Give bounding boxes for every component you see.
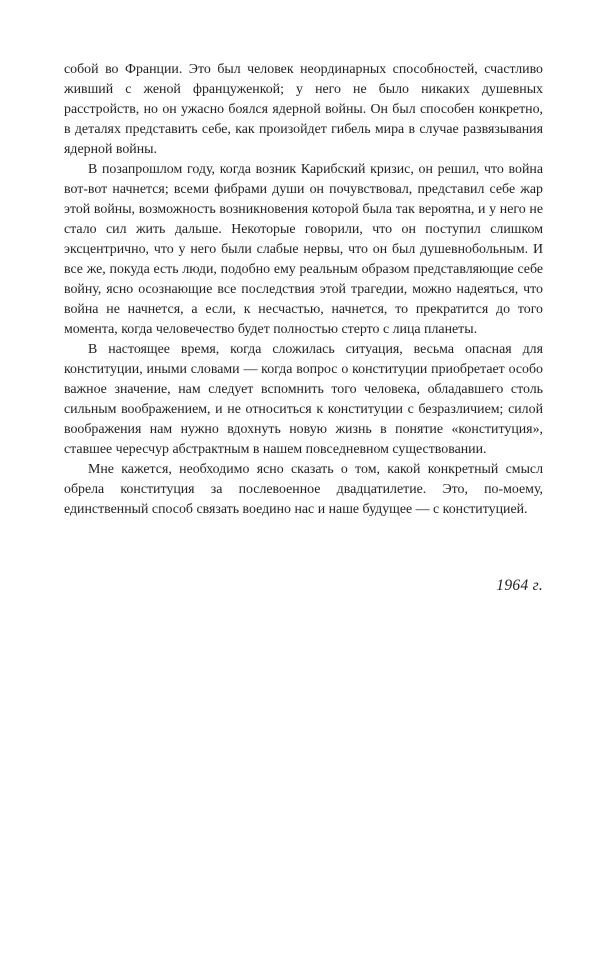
paragraph-caribbean-crisis: В позапрошлом году, когда возник Карибский кризис, он решил, что война вот-вот начнется; всеми фибрами души он почувствовал, представил себе жар этой войны, возможность возникновения которой была так вероятна, и у него не стало сил жить дальше. Некоторые говорили, что он поступил слишком эксцентрично, что у него были слабые нервы, что он был душевнобольным. И все же, покуда есть люди, подобно ему реальным образом представляющие себе войну, ясно осознающие все последствия этой трагедии, можно надеяться, что война не начнется, а если, к несчастью, начнется, то прекратится до того момента, когда человечество будет полностью стерто с лица планеты. bbox=[64, 162, 543, 337]
article-date: 1964 г. bbox=[496, 577, 543, 594]
paragraph-conclusion: Мне кажется, необходимо ясно сказать о том, какой конкретный смысл обрела конституция за послевоенное двадцатилетие. Это, по-моему, единственный способ связать воедино нас и наше будущее — с конституцией. bbox=[64, 462, 543, 517]
paragraph-continuation: собой во Франции. Это был человек неординарных способностей, счастливо живший с женой француженкой; у него не было никаких душевных расстройств, но он ужасно боялся ядерной войны. Он был способен конкретно, в деталях представить себе, как произойдет гибель мира в случае развязывания ядерной войны. bbox=[64, 62, 543, 157]
document-body bbox=[64, 60, 543, 520]
paragraph-constitution-danger: В настоящее время, когда сложилась ситуация, весьма опасная для конституции, иными словами — когда вопрос о конституции приобретает особо важное значение, нам следует вспомнить того человека, обладавшего столь сильным воображением, и не относиться к конституции с безразличием; силой воображения нам нужно вдохнуть новую жизнь в понятие «конституция», ставшее чересчур абстрактным в нашем повседневном существовании. bbox=[64, 342, 543, 457]
